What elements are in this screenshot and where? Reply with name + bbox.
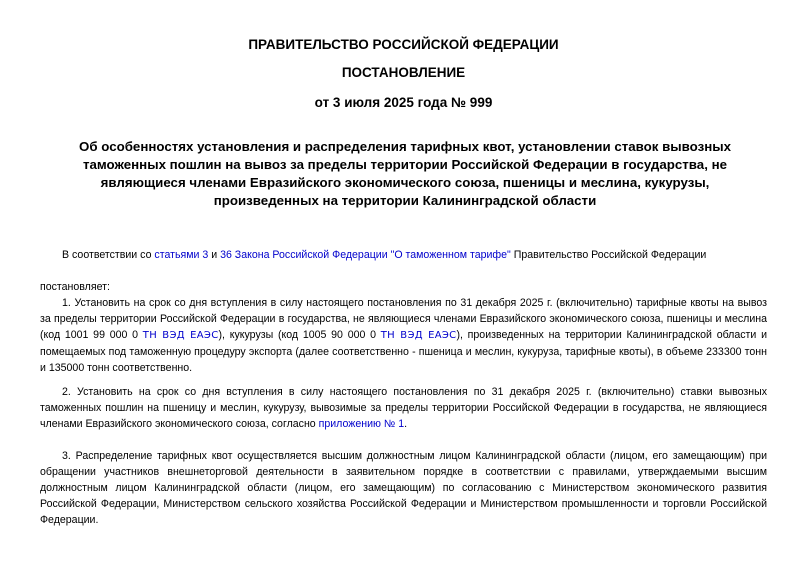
document-subject: Об особенностях установления и распределения тарифных квот, установлении ставок вывозных таможенных пошлин на вывоз за пределы территории Российской Федерации в государства, не являющиеся членами Евразийского экономического союза, пшеницы и меслина, кукурузы, произведенных на территории Калининградской области	[79, 139, 731, 208]
intro-text-2: и	[208, 249, 221, 261]
p2-text-2: .	[404, 418, 408, 430]
p1-text-3: ), произведенных на территории Калининградской области и помещаемых под таможенную процедуру экспорта (далее соответственно - пшеница и меслин, кукуруза, тарифные квоты), в объеме 233300 тонн и 135000 тонн соответственно.	[40, 329, 767, 374]
government-title: ПРАВИТЕЛЬСТВО РОССИЙСКОЙ ФЕДЕРАЦИИ	[248, 37, 559, 52]
paragraph-3: 3. Распределение тарифных квот осуществляется высшим должностным лицом Калининградской области (лицом, его замещающим) при обращении участников внешнеторговой деятельности в заявительном порядке в соответствии с правилами, утверждаемыми высшим должностным лицом Калининградской области (лицом, его замещающим) по согласованию с Министерством экономического развития Российской Федерации, Министерством сельского хозяйства Российской Федерации и Министерством промышленности и торговли Российской Федерации.	[40, 450, 767, 526]
link-article-3[interactable]: статьями 3	[154, 249, 209, 261]
link-tn-ved-2[interactable]: ТН ВЭД ЕАЭС	[380, 330, 457, 341]
paragraph-1	[40, 295, 767, 376]
document-date-number: от 3 июля 2025 года № 999	[314, 95, 493, 110]
intro-paragraph	[40, 247, 789, 263]
p2-text-1: 2. Установить на срок со дня вступления в силу настоящего постановления по 31 декабря 2025 г. (включительно) ставки вывозных таможенных пошлин на пшеницу и меслин, кукурузу, вывозимые за пределы территории Российской Федерации в государства, не являющиеся членами Евразийского экономического союза, согласно	[40, 386, 767, 430]
resolve-word: постановляет:	[40, 281, 110, 293]
paragraph-2	[40, 384, 767, 432]
intro-text-3: Правительство Российской Федерации	[510, 249, 707, 261]
intro-text-1: В соответствии со	[62, 249, 155, 261]
p1-text-2: ), кукурузы (код 1005 90 000 0	[218, 329, 381, 341]
link-appendix-1[interactable]: приложению № 1	[318, 418, 405, 430]
link-tn-ved-1[interactable]: ТН ВЭД ЕАЭС	[142, 330, 219, 341]
document-type: ПОСТАНОВЛЕНИЕ	[341, 65, 466, 80]
link-article-36-customs-tariff-law[interactable]: 36 Закона Российской Федерации "О таможенном тарифе"	[220, 249, 511, 261]
p1-text-1: 1. Установить на срок со дня вступления в силу настоящего постановления по 31 декабря 2025 г. (включительно) тарифные квоты на вывоз за пределы территории Российской Федерации в государства, не являющиеся членами Евразийского экономического союза, пшеницы и меслина (код 1001 99 000 0	[40, 297, 767, 341]
